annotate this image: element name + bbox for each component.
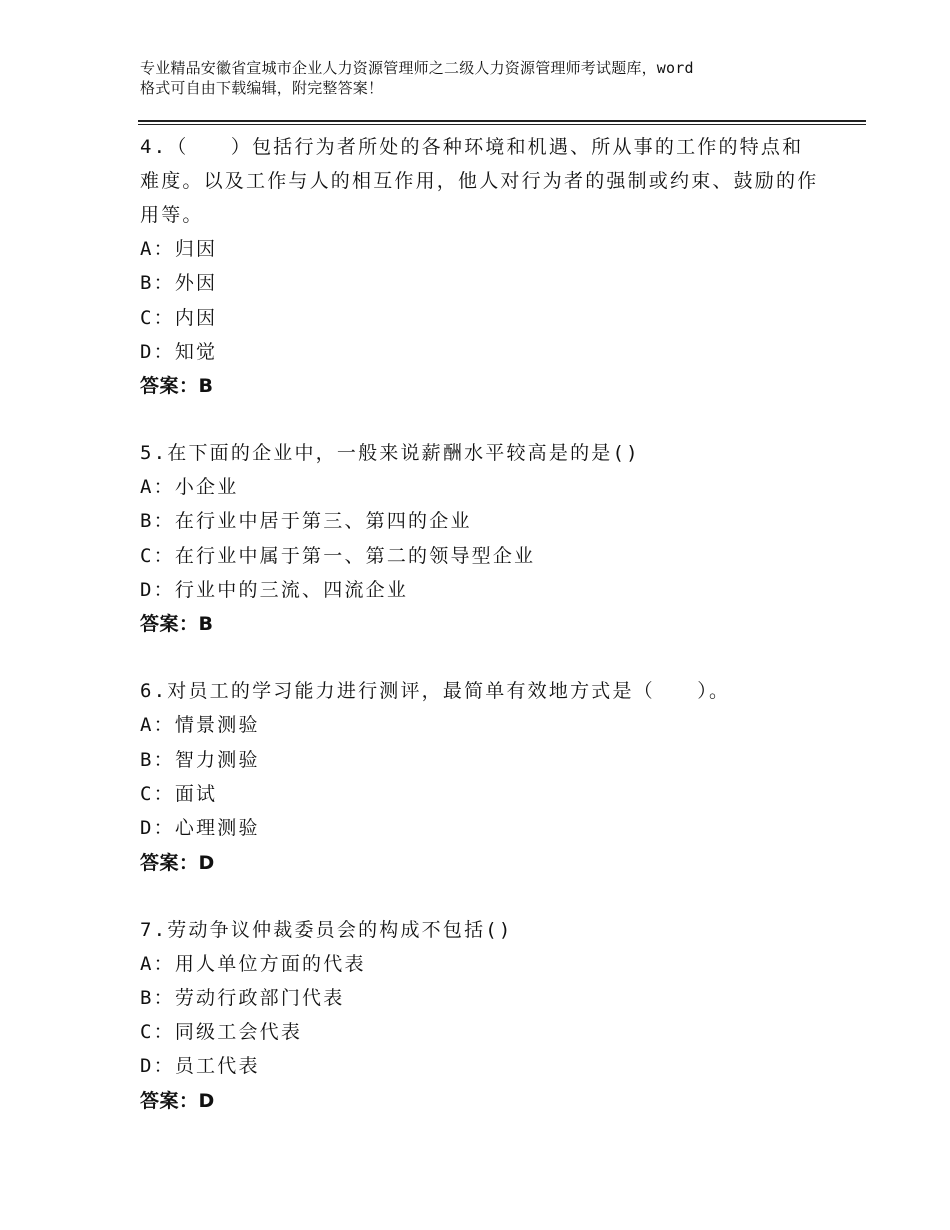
question-stem: 6.对员工的学习能力进行测评，最简单有效地方式是（ ）。 xyxy=(140,680,731,703)
option-d: D：心理测验 xyxy=(140,817,260,840)
option-c: C：内因 xyxy=(140,306,218,329)
question-6 xyxy=(140,674,820,879)
question-list xyxy=(140,130,820,1151)
question-stem: 4.（ ）包括行为者所处的各种环境和机遇、所从事的工作的特点和难度。以及工作与人的相互作用，他人对行为者的强制或约束、鼓励的作用等。 xyxy=(140,136,819,226)
option-d: D：行业中的三流、四流企业 xyxy=(140,579,409,602)
option-b: B：在行业中居于第三、第四的企业 xyxy=(140,510,472,533)
option-b: B：外因 xyxy=(140,272,218,295)
answer-label: 答案：B xyxy=(140,613,214,636)
option-a: A：用人单位方面的代表 xyxy=(140,952,366,975)
option-c: C：在行业中属于第一、第二的领导型企业 xyxy=(140,544,536,567)
question-7 xyxy=(140,913,820,1118)
option-c: C：同级工会代表 xyxy=(140,1021,303,1044)
option-b: B：智力测验 xyxy=(140,748,260,771)
option-b: B：劳动行政部门代表 xyxy=(140,986,345,1009)
option-a: A：归因 xyxy=(140,238,218,260)
question-5 xyxy=(140,436,820,641)
option-c: C：面试 xyxy=(140,782,218,805)
question-stem: 5.在下面的企业中，一般来说薪酬水平较高是的是() xyxy=(140,442,640,465)
answer-label: 答案：D xyxy=(140,851,215,874)
document-header xyxy=(140,58,840,98)
answer-label: 答案：B xyxy=(140,375,214,398)
header-title-line-1: 专业精品安徽省宣城市企业人力资源管理师之二级人力资源管理师考试题库，word xyxy=(140,59,694,77)
question-stem: 7.劳动争议仲裁委员会的构成不包括() xyxy=(140,918,513,941)
option-d: D：知觉 xyxy=(140,340,218,363)
header-title-line-2: 格式可自由下载编辑，附完整答案！ xyxy=(140,79,384,97)
answer-label: 答案：D xyxy=(140,1089,215,1112)
option-a: A：情景测验 xyxy=(140,714,260,737)
header-divider xyxy=(138,120,866,125)
question-4 xyxy=(140,130,820,403)
option-d: D：员工代表 xyxy=(140,1055,260,1078)
option-a: A：小企业 xyxy=(140,476,239,499)
